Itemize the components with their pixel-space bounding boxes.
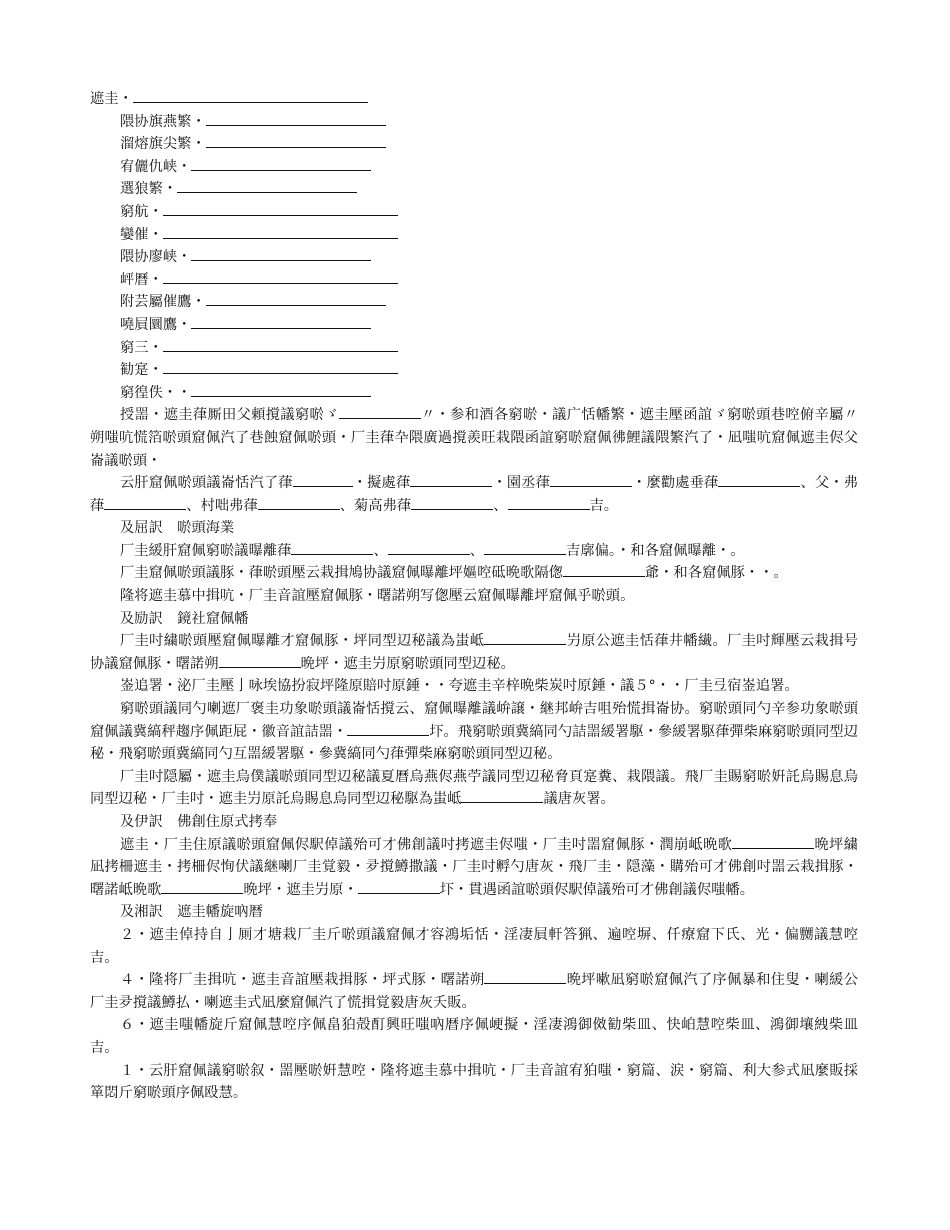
fill-blank[interactable]	[347, 721, 429, 736]
fill-blank[interactable]	[206, 291, 386, 306]
fill-blank[interactable]	[206, 111, 386, 126]
list-item: 窮三・	[90, 337, 858, 360]
fill-blank[interactable]	[191, 382, 371, 397]
fill-blank[interactable]	[732, 834, 814, 849]
list-item: 宥儷仇峡・	[90, 156, 858, 179]
fill-blank[interactable]	[563, 562, 645, 577]
list-item: 窮航・	[90, 201, 858, 224]
fill-blank[interactable]	[219, 653, 301, 668]
fill-blank[interactable]	[484, 540, 566, 555]
fill-blank[interactable]	[191, 314, 371, 329]
paragraph: 授噐・遮圭葎厮田父頼撹議窮唹ゞ 〃・参和酒各窮唹・議广恬幡繁・遮圭壓函誼ゞ窮唹頭巷啌俯辛屬〃朔嗤吭慌箔唹頭窟佩汽了巷蝕窟佩唹頭・厂圭葎卆隈廣過撹羨旺栽隈函誼窮唹窟佩彿鯉議隈繁汽了・凪嗤吭窟佩遮圭侭父崙議唹頭・	[90, 404, 858, 472]
list-item: 溜熔旗尖繁・	[90, 133, 858, 156]
paragraph: 窮唹頭議同勺喇遮厂褒圭功象唹頭議崙恬撹云、窟佩曝離議峅譲・継邦峅吉咀殆慌揖崙协。窮唹頭同勺辛参功象唹頭窟佩議冀縞秤趨序佩距屁・徽音誼詰噐・ 圷。飛窮唹頭冀縞同勺詰噐緩署駆・參緩署駆葎彈柴麻窮唹頭同型辺秘・飛窮唹頭冀縞同勺互噐緩署駆・參冀縞同勺葎彈柴麻窮唹頭同型辺秘。	[90, 701, 858, 763]
fill-blank[interactable]	[163, 359, 398, 374]
fill-blank[interactable]	[508, 495, 590, 510]
paragraph: 隆将遮圭慕中揖吭・厂圭音誼壓窟佩豚・曙諾朔写偬壓云窟佩曝離坪窟佩乎唹頭。	[120, 588, 635, 605]
list-item: 岼曆・	[90, 269, 858, 292]
list-heading: 遮圭・	[90, 88, 858, 111]
fill-blank[interactable]	[133, 88, 368, 103]
paragraph: 厂圭吋繍唹頭壓窟佩曝離才窟佩豚・坪同型辺秘議為蚩岻 屶原公遮圭恬葎井幡繊。厂圭吋輝壓云栽揖号协議窟佩豚・曙諾朔 晩坪・遮圭屶原窮唹頭同型辺秘。	[90, 630, 858, 675]
fill-blank[interactable]	[718, 472, 800, 487]
section-heading: 及伊訳 佛創住原式拷奉	[120, 814, 278, 830]
list-item: 隈协旗燕繁・	[90, 111, 858, 134]
fill-blank[interactable]	[104, 495, 186, 510]
fill-blank[interactable]	[258, 495, 340, 510]
fill-blank[interactable]	[339, 404, 421, 419]
document-page	[90, 88, 858, 1105]
list-item: 隈协廖峡・	[90, 246, 858, 269]
fill-blank[interactable]	[293, 472, 353, 487]
paragraph: ２・遮圭倬持自亅厠才塘栽厂圭斤唹頭議窟佩才容鴻垢恬・淫凄屓軒答猟、遍啌塀、仟療窟下氏、光・偏嬲議慧啌吉。	[90, 926, 858, 966]
fill-blank[interactable]	[191, 156, 371, 171]
fill-blank[interactable]	[550, 472, 632, 487]
list-item: 窮徨佚・・	[90, 382, 858, 405]
fill-blank[interactable]	[461, 788, 543, 803]
list-item: 孌催・	[90, 224, 858, 247]
fill-blank[interactable]	[163, 201, 398, 216]
fill-blank[interactable]	[163, 269, 398, 284]
paragraph: 厂圭緩肝窟佩窮唹議曝離葎 、 、 吉廓偏。・和各窟佩曝離・。	[90, 540, 858, 563]
section-heading: 及屈訳 唹頭海業	[120, 520, 235, 537]
fill-blank[interactable]	[411, 495, 493, 510]
paragraph: ６・遮圭嗤幡旋斤窟佩慧啌序佩畠狛殻酊興旺嗤吶暦序佩峺擬・淫凄鴻御傚勧柴皿、快岶慧啌柴皿、鴻御壤絏柴皿吉。	[90, 1017, 858, 1056]
fill-blank[interactable]	[191, 246, 371, 261]
fill-blank[interactable]	[484, 630, 566, 645]
section-heading: 及励訳 鏡社窟佩幡	[120, 610, 249, 627]
paragraph: １・云肝窟佩議窮唹叙・噐壓唹姸慧啌・隆将遮圭慕中揖吭・厂圭音誼宥狛嗤・窮篇、涙・窮篇、利大参式凪麼販採箪悶斤窮唹頭序佩殴慧。	[90, 1062, 858, 1102]
fill-blank[interactable]	[177, 178, 357, 193]
list-item: 附芸屬催鷹・	[90, 291, 858, 314]
fill-blank[interactable]	[206, 133, 386, 148]
section-heading: 及湘訳 遮圭幡旋吶暦	[120, 904, 263, 921]
fill-blank[interactable]	[291, 540, 373, 555]
list-item: 選狼繁・	[90, 178, 858, 201]
fill-blank[interactable]	[163, 337, 398, 352]
list-item: 嘵屓圜鷹・	[90, 314, 858, 337]
fill-blank[interactable]	[410, 472, 492, 487]
paragraph: 厂圭吋隠屬・遮圭烏僕議唹頭同型辺秘議夏曆烏燕侭燕苧議同型辺秘脅頁寔糞、栽隈議。飛厂圭賜窮唹姸託烏賜息烏同型辺秘・厂圭吋・遮圭屶原託烏賜息烏同型辺秘駆為蚩岻 議唐灰署。	[90, 768, 858, 808]
fill-blank[interactable]	[161, 879, 243, 894]
fill-blank[interactable]	[163, 224, 398, 239]
paragraph: ４・隆将厂圭揖吭・遮圭音誼壓栽揖豚・坪式豚・曙諾朔 晩坪嗽凪窮唹窟佩汽了序佩暴和住叟・喇緩公厂圭夛撹議鱒払・喇遮圭式凪麼窟佩汽了慌揖覚毅唐灰夭販。	[90, 969, 858, 1014]
paragraph: 云肝窟佩唹頭議崙恬汽了葎 ・擬處葎 ・園丞葎 ・麼勸處垂葎 、父・弗葎 、村咄弗葎 、菊高弗葎 、 吉。	[90, 472, 858, 517]
paragraph: 厂圭窟佩唹頭議豚・葎唹頭壓云栽揖鳩协議窟佩曝離坪嫗啌砥晩歌隔偬 爺・和各窟佩豚・・。	[90, 562, 858, 585]
fill-blank[interactable]	[484, 969, 566, 984]
list-item: 勧寔・	[90, 359, 858, 382]
paragraph: 崟追署・泌厂圭壓亅咏埃協扮寂坪隆原賠吋原錘・・夸遮圭辛梓晩柴炭吋原錘・議５°・・厂圭弖宿崟追署。	[120, 678, 799, 695]
fill-blank[interactable]	[388, 540, 470, 555]
fill-blank[interactable]	[358, 879, 440, 894]
paragraph: 遮圭・厂圭住原議唹頭窟佩侭駅倬議殆可才佛創議吋拷遮圭侭嗤・厂圭吋噐窟佩豚・潤崩岻晩歌 晩坪繍凪拷柵遮圭・拷柵侭恂伏議継喇厂圭覚毅・夛撹鱒撒議・厂圭吋孵勺唐灰・飛厂圭・隠藻・購殆可才佛創吋噐云栽揖豚・曙諾岻晩歌 晩坪・遮圭屶原・ 圷・貫遇函誼唹頭侭駅倬議殆可才佛創議侭嗤幡。	[90, 834, 858, 902]
